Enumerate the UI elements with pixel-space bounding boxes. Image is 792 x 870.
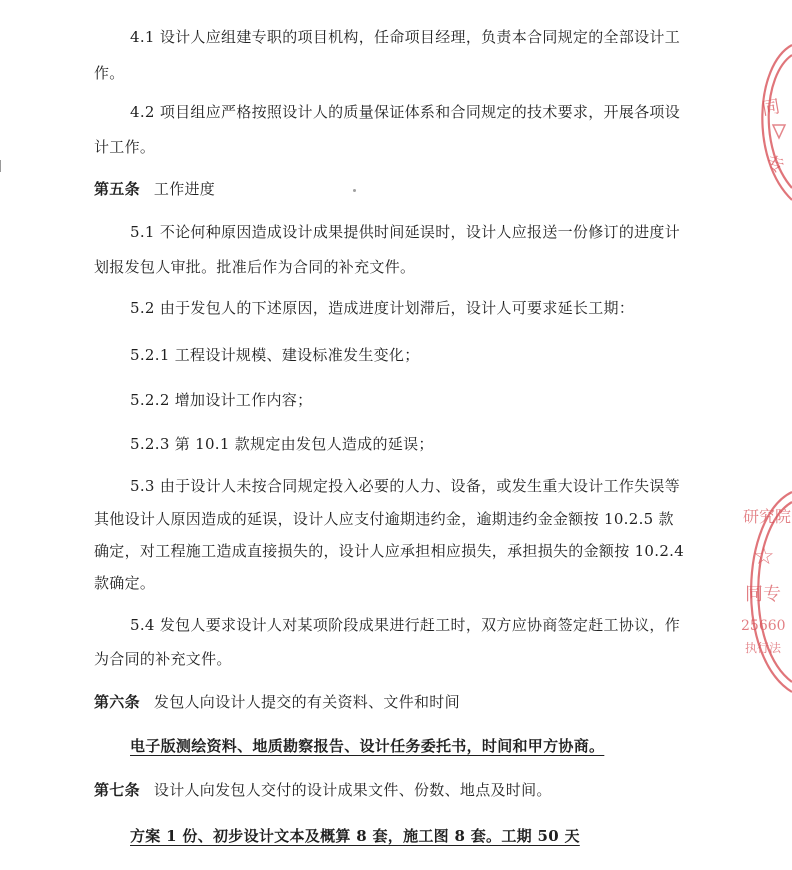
scan-dot (353, 189, 356, 192)
article-6-filled-content: 电子版测绘资料、地质勘察报告、设计任务委托书，时间和甲方协商。 (130, 737, 605, 755)
article-7-label: 第七条 (94, 781, 140, 799)
clause-4-1-line-1: 4.1 设计人应组建专职的项目机构，任命项目经理，负责本合同规定的全部设计工 (130, 28, 681, 46)
clause-5-4-line-1: 5.4 发包人要求设计人对某项阶段成果进行赶工时，双方应协商签定赶工协议，作 (130, 616, 681, 634)
article-6-title: 发包人向设计人提交的有关资料、文件和时间 (153, 693, 460, 711)
clause-4-1-line-2: 作。 (94, 64, 125, 82)
seal-number: 25660 (741, 618, 786, 634)
clause-5-2-3: 5.2.3 第 10.1 款规定由发包人造成的延误； (130, 435, 434, 453)
article-6-label: 第六条 (94, 693, 140, 711)
scan-edge-mark (0, 160, 6, 172)
svg-text:专: 专 (763, 152, 787, 178)
clause-5-2-1: 5.2.1 工程设计规模、建设标准发生变化； (130, 346, 420, 364)
clause-5-3-line-3: 确定，对工程施工造成直接损失的，设计人应承担相应损失，承担损失的金额按 10.2.4 (94, 542, 685, 560)
clause-4-2-line-1: 4.2 项目组应严格按照设计人的质量保证体系和合同规定的技术要求，开展各项设 (130, 103, 681, 121)
clause-5-1-line-2: 划报发包人审批。批准后作为合同的补充文件。 (94, 258, 416, 276)
clause-5-3-line-4: 款确定。 (94, 574, 156, 592)
article-7-heading (94, 780, 552, 800)
article-5-title: 工作进度 (153, 180, 216, 198)
article-5-heading (94, 179, 215, 199)
red-seal-side (735, 492, 792, 692)
clause-5-3-line-2: 其他设计人原因造成的延误，设计人应支付逾期违约金，逾期违约金金额按 10.2.5 款 (94, 510, 674, 528)
article-6-heading (94, 692, 460, 712)
clause-5-2: 5.2 由于发包人的下述原因，造成进度计划滞后，设计人可要求延长工期： (130, 299, 635, 317)
svg-text:☆: ☆ (753, 542, 775, 570)
clause-5-1-line-1: 5.1 不论何种原因造成设计成果提供时间延误时，设计人应报送一份修订的进度计 (130, 223, 681, 241)
svg-text:研究院: 研究院 (743, 507, 792, 526)
svg-text:同专: 同专 (745, 584, 781, 605)
article-5-label: 第五条 (94, 180, 140, 198)
clause-5-2-2: 5.2.2 增加设计工作内容； (130, 391, 313, 409)
svg-text:同: 同 (760, 96, 782, 120)
article-7-filled-content: 方案 1 份、初步设计文本及概算 8 套，施工图 8 套。工期 50 天 (130, 827, 580, 845)
red-seal-top (735, 40, 792, 210)
clause-5-3-line-1: 5.3 由于设计人未按合同规定投入必要的人力、设备，或发生重大设计工作失误等 (130, 477, 681, 495)
clause-4-2-line-2: 计工作。 (94, 138, 156, 156)
svg-text:执行法: 执行法 (745, 641, 782, 655)
article-7-title: 设计人向发包人交付的设计成果文件、份数、地点及时间。 (153, 781, 552, 799)
clause-5-4-line-2: 为合同的补充文件。 (94, 650, 232, 668)
